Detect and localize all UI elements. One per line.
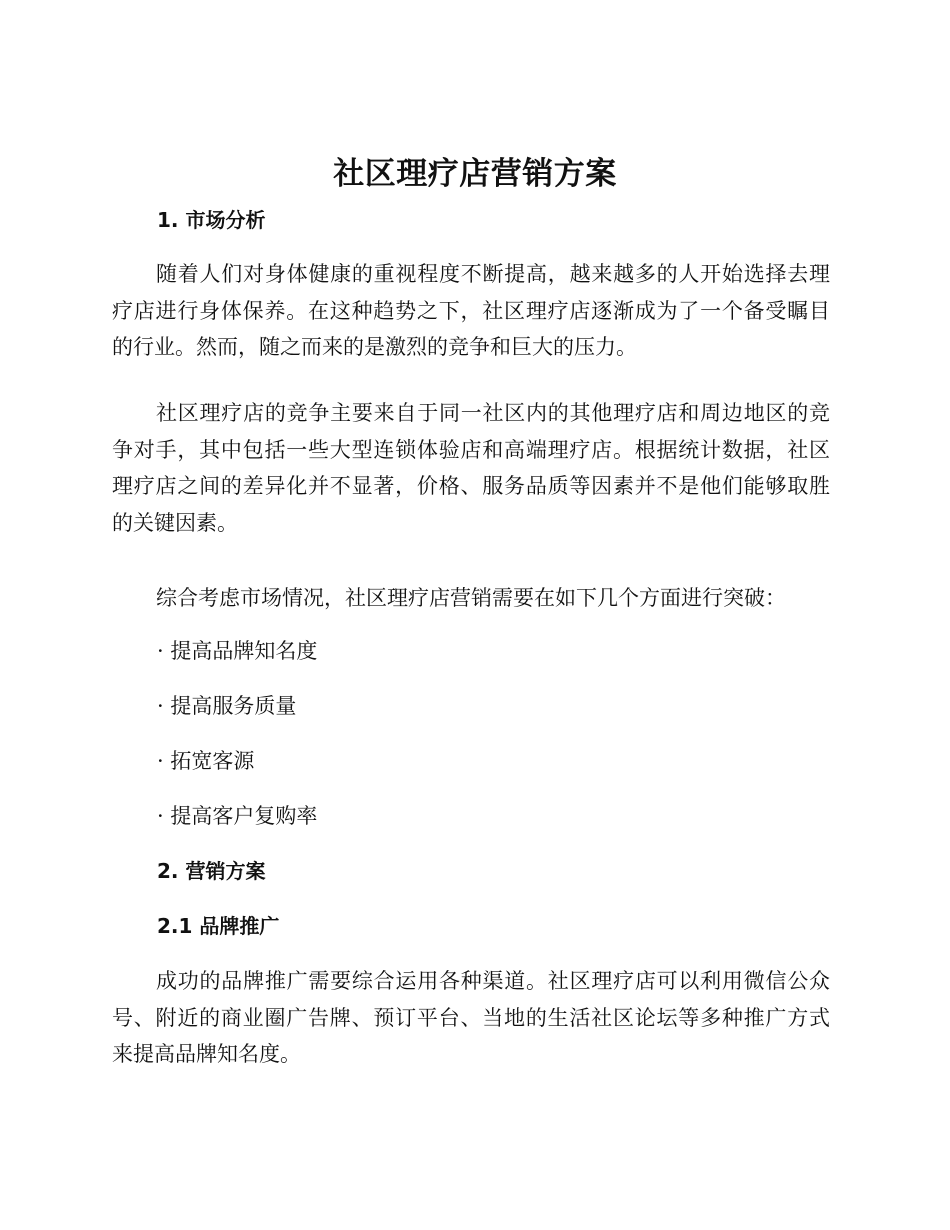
paragraph-line: 理疗店之间的差异化并不显著，价格、服务品质等因素并不是他们能够取胜: [112, 474, 830, 498]
bullet-item: · 拓宽客源: [157, 749, 255, 773]
document-title: 社区理疗店营销方案: [333, 156, 617, 192]
paragraph-line: 来提高品牌知名度。: [112, 1042, 301, 1066]
paragraph-line: 随着人们对身体健康的重视程度不断提高，越来越多的人开始选择去理: [156, 262, 830, 286]
subsection-heading-brand-promotion: 2.1 品牌推广: [157, 914, 280, 938]
section-heading-marketing-plan: 2. 营销方案: [157, 859, 266, 883]
paragraph-line: 争对手，其中包括一些大型连锁体验店和高端理疗店。根据统计数据，社区: [112, 437, 830, 462]
bullet-item: · 提高品牌知名度: [157, 639, 318, 663]
paragraph-brand-promotion: [112, 963, 830, 1073]
paragraph-summary: 综合考虑市场情况，社区理疗店营销需要在如下几个方面进行突破：: [156, 586, 786, 610]
paragraph-trend: [112, 256, 830, 366]
paragraph-line: 的关键因素。: [112, 510, 238, 535]
bullet-item: · 提高服务质量: [157, 694, 297, 718]
paragraph-line: 疗店进行身体保养。在这种趋势之下，社区理疗店逐渐成为了一个备受瞩目: [112, 298, 830, 323]
paragraph-line: 号、附近的商业圈广告牌、预订平台、当地的生活社区论坛等多种推广方式: [112, 1005, 830, 1030]
paragraph-line: 成功的品牌推广需要综合运用各种渠道。社区理疗店可以利用微信公众: [156, 969, 830, 993]
paragraph-line: 的行业。然而，随之而来的是激烈的竞争和巨大的压力。: [112, 335, 637, 359]
section-heading-market-analysis: 1. 市场分析: [157, 208, 266, 232]
paragraph-competition: [112, 395, 830, 541]
paragraph-line: 社区理疗店的竞争主要来自于同一社区内的其他理疗店和周边地区的竞: [156, 401, 830, 425]
bullet-item: · 提高客户复购率: [157, 804, 318, 828]
